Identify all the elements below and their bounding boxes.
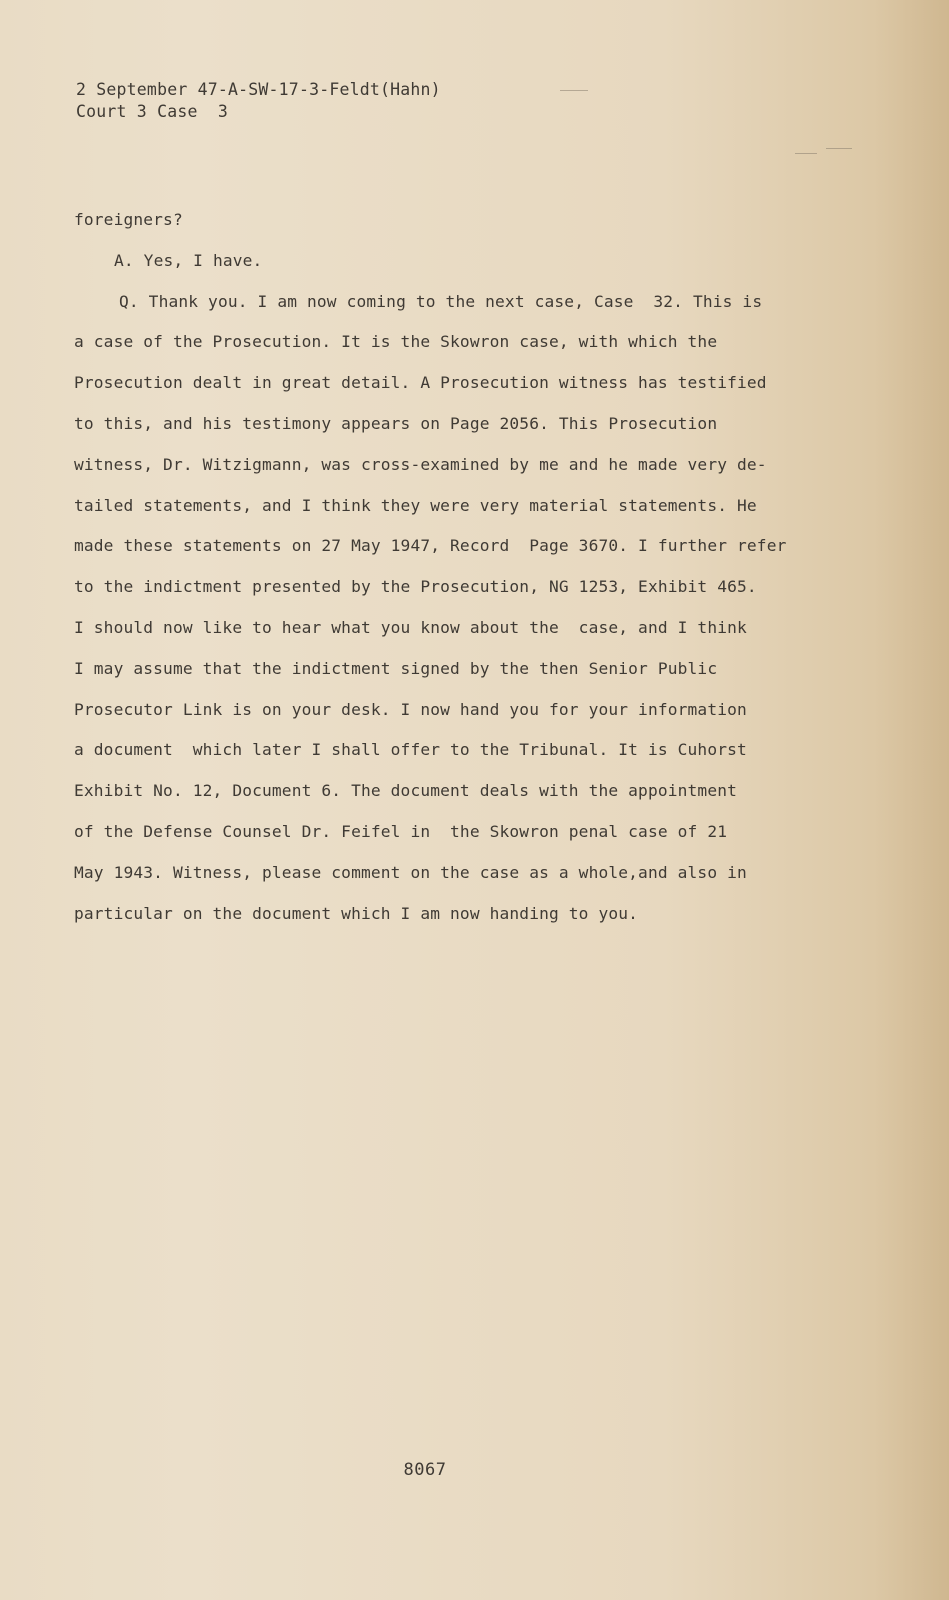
transcript-line: a case of the Prosecution. It is the Skowron case, with which the bbox=[74, 332, 718, 352]
transcript-line: Prosecutor Link is on your desk. I now hand you for your information bbox=[74, 699, 747, 719]
paper-speck bbox=[826, 148, 852, 149]
transcript-line: made these statements on 27 May 1947, Record Page 3670. I further refer bbox=[74, 536, 787, 556]
transcript-line: foreigners? bbox=[74, 210, 183, 229]
transcript-line: tailed statements, and I think they were very material statements. He bbox=[74, 495, 757, 515]
transcript-body bbox=[74, 200, 834, 934]
transcript-line: to this, and his testimony appears on Page 2056. This Prosecution bbox=[74, 413, 718, 433]
transcript-line: to the indictment presented by the Prosecution, NG 1253, Exhibit 465. bbox=[74, 577, 757, 597]
transcript-line: witness, Dr. Witzigmann, was cross-examined by me and he made very de- bbox=[74, 454, 767, 474]
transcript-line: I should now like to hear what you know about the case, and I think bbox=[74, 617, 747, 637]
transcript-line: particular on the document which I am now handing to you. bbox=[74, 903, 639, 923]
transcript-line: Exhibit No. 12, Document 6. The document deals with the appointment bbox=[74, 781, 738, 801]
transcript-line: I may assume that the indictment signed by the then Senior Public bbox=[74, 658, 718, 678]
paper-speck bbox=[560, 90, 588, 91]
header-date-reference: 2 September 47-A-SW-17-3-Feldt(Hahn) bbox=[76, 80, 441, 99]
paper-speck bbox=[795, 153, 817, 154]
transcript-line: May 1943. Witness, please comment on the case as a whole,and also in bbox=[74, 862, 747, 882]
transcript-line: Prosecution dealt in great detail. A Prosecution witness has testified bbox=[74, 373, 767, 393]
transcript-line: a document which later I shall offer to the Tribunal. It is Cuhorst bbox=[74, 740, 747, 760]
transcript-line: Q. Thank you. I am now coming to the next case, Case 32. This is bbox=[119, 291, 763, 311]
document-header bbox=[76, 79, 441, 123]
transcript-line: A. Yes, I have. bbox=[114, 250, 263, 270]
transcript-line: of the Defense Counsel Dr. Feifel in the Skowron penal case of 21 bbox=[74, 821, 728, 841]
header-court-case: Court 3 Case 3 bbox=[76, 102, 229, 121]
page-number: 8067 bbox=[403, 1460, 447, 1480]
